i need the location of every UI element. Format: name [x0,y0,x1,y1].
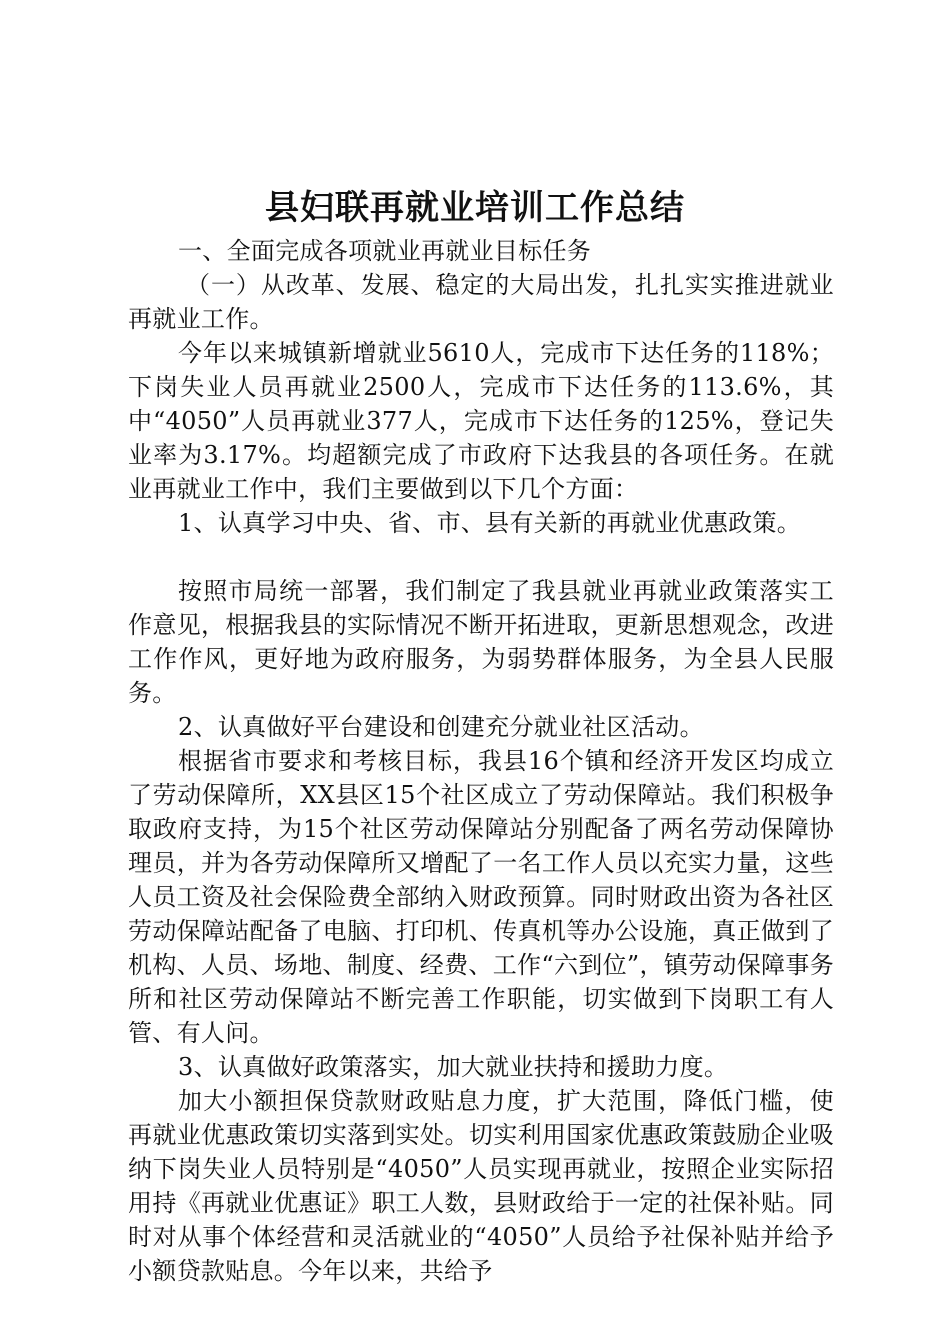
paragraph-platform-building: 根据省市要求和考核目标，我县16个镇和经济开发区均成立了劳动保障所，XX县区15个社区成立了劳动保障站。我们积极争取政府支持，为15个社区劳动保障站分别配备了两名劳动保障协理员，并为各劳动保障所又增配了一名工作人员以充实力量，这些人员工资及社会保险费全部纳入财政预算。同时财政出资为各社区劳动保障站配备了电脑、打印机、传真机等办公设施，真正做到了机构、人员、场地、制度、经费、工作“六到位”，镇劳动保障事务所和社区劳动保障站不断完善工作职能，切实做到下岗职工有人管、有人问。 [128,747,834,1047]
subsection-heading-1: （一）从改革、发展、稳定的大局出发，扎扎实实推进就业再就业工作。 [128,271,834,333]
paragraph-employment-stats: 今年以来城镇新增就业5610人，完成市下达任务的118%；下岗失业人员再就业2500人，完成市下达任务的113.6%，其中“4050”人员再就业377人，完成市下达任务的125%，登记失业率为3.17%。均超额完成了市政府下达我县的各项任务。在就业再就业工作中，我们主要做到以下几个方面： [128,339,834,503]
blank-line [128,540,834,574]
paragraph-policy-work: 按照市局统一部署，我们制定了我县就业再就业政策落实工作意见，根据我县的实际情况不断开拓进取，更新思想观念，改进工作作风，更好地为政府服务，为弱势群体服务，为全县人民服务。 [128,577,834,707]
section-heading-1: 一、全面完成各项就业再就业目标任务 [178,237,592,265]
item-heading-1: 1、认真学习中央、省、市、县有关新的再就业优惠政策。 [178,509,802,537]
item-heading-3: 3、认真做好政策落实，加大就业扶持和援助力度。 [178,1053,729,1081]
document-title: 县妇联再就业培训工作总结 [265,188,685,228]
paragraph-support-measures: 加大小额担保贷款财政贴息力度，扩大范围，降低门槛，使再就业优惠政策切实落到实处。切实利用国家优惠政策鼓励企业吸纳下岗失业人员特别是“4050”人员实现再就业，按照企业实际招用持《再就业优惠证》职工人数，县财政给于一定的社保补贴。同时对从事个体经营和灵活就业的“4050”人员给予社保补贴并给予小额贷款贴息。今年以来，共给予 [128,1087,834,1285]
item-heading-2: 2、认真做好平台建设和创建充分就业社区活动。 [178,713,704,741]
document-body [128,234,834,1288]
